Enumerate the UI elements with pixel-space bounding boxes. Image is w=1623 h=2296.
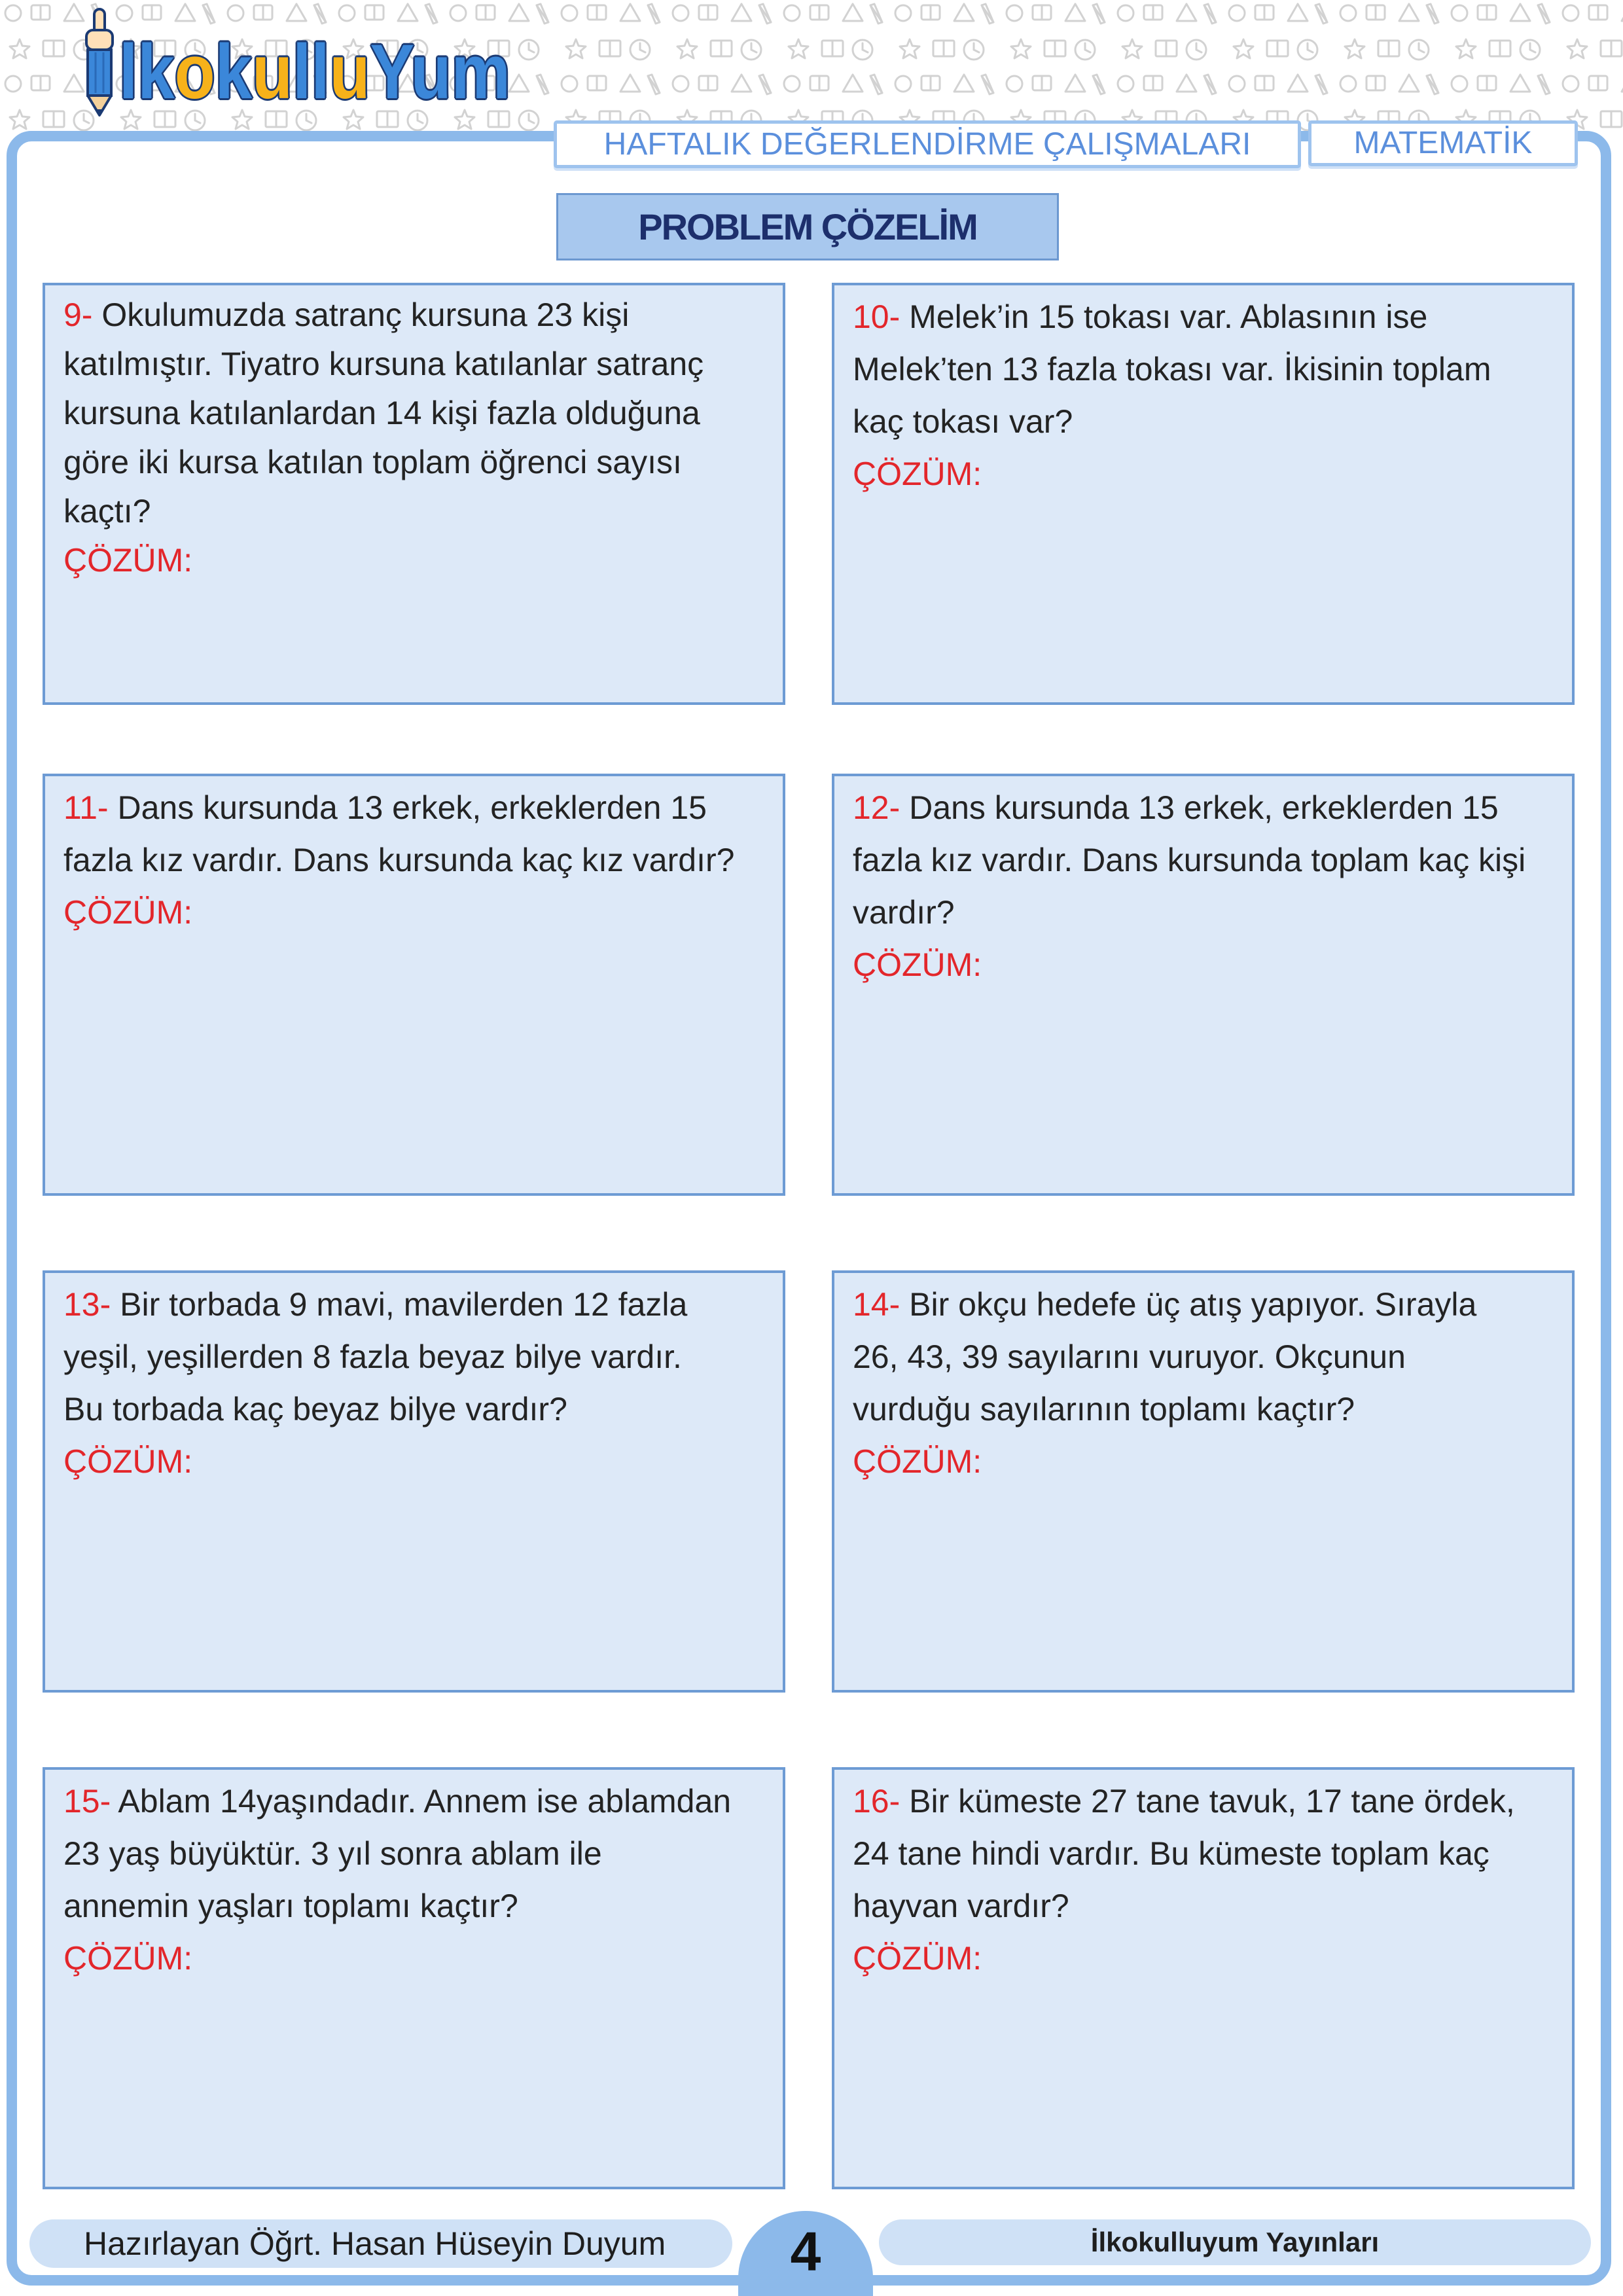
pencil-i-icon [76,7,122,118]
solution-label: ÇÖZÜM: [853,946,982,983]
problem-box-11 [43,774,785,1196]
footer-publisher: İlkokulluyum Yayınları [879,2219,1591,2265]
problem-line: Bu torbada kaç beyaz bilye vardır? [63,1391,567,1427]
problem-number: 13- [63,1286,111,1323]
problem-line [63,781,764,834]
problem-line: annemin yaşları toplamı kaçtır? [63,1888,518,1924]
problem-number: 16- [853,1783,901,1820]
problem-box-12 [832,774,1575,1196]
problem-line: 24 tane hindi vardır. Bu kümeste toplam kaç [853,1835,1489,1872]
logo-letter: m [451,29,510,115]
problem-box-9 [43,283,785,705]
logo-letter: l [119,29,138,115]
logo-letter: u [329,29,370,115]
problem-line: göre iki kursa katılan toplam öğrenci sayısı [63,444,682,480]
problem-line [63,1775,764,1827]
problem-line [853,1278,1554,1331]
problem-box-14 [832,1270,1575,1693]
logo-letter: Y [370,29,411,115]
problem-line: kaç tokası var? [853,403,1073,440]
problem-text: Okulumuzda satranç kursuna 23 kişi [101,296,630,333]
solution-label: ÇÖZÜM: [853,1443,982,1480]
logo-letter: u [410,29,452,115]
solution-label: ÇÖZÜM: [853,1940,982,1977]
problem-text: Bir torbada 9 mavi, mavilerden 12 fazla [120,1286,688,1323]
logo [72,3,530,130]
section-title: PROBLEM ÇÖZELİM [556,193,1059,260]
problem-number: 14- [853,1286,901,1323]
footer-author: Hazırlayan Öğrt. Hasan Hüseyin Duyum [29,2219,732,2268]
problem-line: 26, 43, 39 sayılarını vuruyor. Okçunun [853,1338,1406,1375]
problem-text: Dans kursunda 13 erkek, erkeklerden 15 [117,789,707,826]
page-number: 4 [738,2211,873,2296]
logo-letter: u [252,29,293,115]
problem-line: vardır? [853,894,955,931]
problem-box-13 [43,1270,785,1693]
solution-label: ÇÖZÜM: [63,1940,193,1977]
problem-number: 15- [63,1783,111,1820]
logo-letter: k [215,29,253,115]
problem-line: vurduğu sayılarının toplamı kaçtır? [853,1391,1355,1427]
problem-text: Melek’in 15 tokası var. Ablasının ise [909,298,1428,335]
problem-text: Ablam 14yaşındadır. Annem ise ablamdan [118,1783,732,1820]
problem-text: Dans kursunda 13 erkek, erkeklerden 15 [909,789,1499,826]
logo-letter: k [137,29,175,115]
problem-number: 12- [853,789,901,826]
problem-line: fazla kız vardır. Dans kursunda kaç kız vardır? [63,842,735,878]
header-tab-title: HAFTALIK DEĞERLENDİRME ÇALIŞMALARI [554,120,1301,168]
problem-line [853,1775,1554,1827]
logo-letter: l [293,29,312,115]
problem-line [63,291,764,340]
logo-letter: o [174,29,215,115]
problem-text: Bir kümeste 27 tane tavuk, 17 tane ördek, [909,1783,1515,1820]
problem-number: 10- [853,298,901,335]
problem-box-15 [43,1767,785,2189]
header-tab-subject: MATEMATİK [1308,120,1578,166]
problem-number: 11- [63,789,109,826]
logo-letter: l [311,29,330,115]
problem-text: Bir okçu hedefe üç atış yapıyor. Sırayla [909,1286,1477,1323]
solution-label: ÇÖZÜM: [63,542,193,579]
problem-box-10 [832,283,1575,705]
problem-line: kursuna katılanlardan 14 kişi fazla olduğuna [63,395,700,431]
solution-label: ÇÖZÜM: [853,456,982,492]
problem-line: hayvan vardır? [853,1888,1069,1924]
problem-line: yeşil, yeşillerden 8 fazla beyaz bilye vardır. [63,1338,682,1375]
problem-line [853,291,1554,343]
problem-line: Melek’ten 13 fazla tokası var. İkisinin toplam [853,351,1491,387]
problem-line [853,781,1554,834]
problem-line: katılmıştır. Tiyatro kursuna katılanlar satranç [63,346,704,382]
problem-line [63,1278,764,1331]
problem-number: 9- [63,296,93,333]
solution-label: ÇÖZÜM: [63,1443,193,1480]
problem-box-16 [832,1767,1575,2189]
problem-line: 23 yaş büyüktür. 3 yıl sonra ablam ile [63,1835,602,1872]
solution-label: ÇÖZÜM: [63,894,193,931]
problem-line: fazla kız vardır. Dans kursunda toplam kaç kişi [853,842,1526,878]
logo-letters [119,26,510,118]
problem-line: kaçtı? [63,493,151,529]
